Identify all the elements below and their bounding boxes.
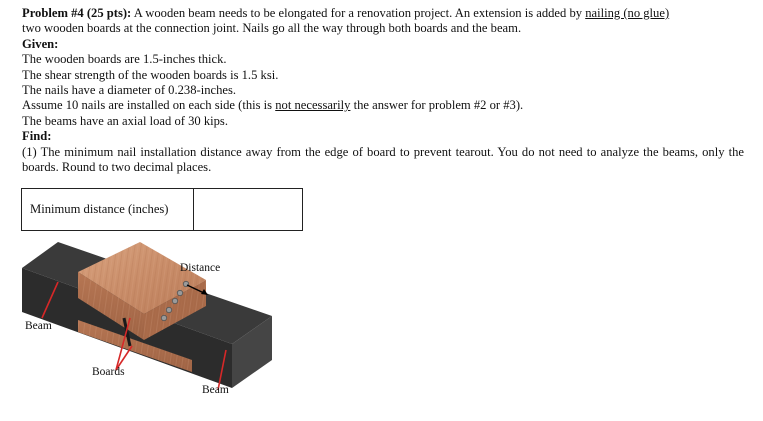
- find-text: (1) The minimum nail installation distance away from the edge of board to prevent tearout. You do not need to analyze the beams, only the boards. Round to two decimal places.: [22, 144, 744, 175]
- distance-label: Distance: [180, 262, 221, 274]
- given-line-thickness: The wooden boards are 1.5-inches thick.: [22, 52, 227, 67]
- answer-label: Minimum distance (inches): [22, 189, 194, 230]
- joint-figure: [20, 238, 290, 416]
- boards-label: Boards: [92, 366, 125, 378]
- problem-intro-a: A wooden beam needs to be elongated for a renovation project. An extension is added by: [131, 6, 586, 20]
- given-line-nails: Assume 10 nails are installed on each side (this is not necessarily the answer for problem #2 or #3).: [22, 98, 524, 113]
- beam-left-label: Beam: [25, 320, 52, 332]
- problem-statement: [22, 6, 744, 37]
- given-line-load: The beams have an axial load of 30 kips.: [22, 113, 228, 128]
- problem-title: Problem #4 (25 pts):: [22, 6, 132, 20]
- joint-illustration: [20, 238, 290, 416]
- given-line-shear: The shear strength of the wooden boards is 1.5 ksi.: [22, 67, 279, 82]
- answer-input-cell[interactable]: [194, 189, 302, 230]
- find-heading: Find:: [22, 129, 52, 144]
- nailing-note: nailing (no glue): [585, 6, 670, 20]
- given-heading: Given:: [22, 36, 59, 51]
- problem-document: [22, 6, 744, 175]
- given-line-diameter: The nails have a diameter of 0.238-inches.: [22, 83, 237, 98]
- problem-intro-b: two wooden boards at the connection joint. Nails go all the way through both boards and the beam.: [22, 21, 522, 36]
- beam-bottom-label: Beam: [202, 384, 229, 396]
- answer-table: [21, 188, 303, 231]
